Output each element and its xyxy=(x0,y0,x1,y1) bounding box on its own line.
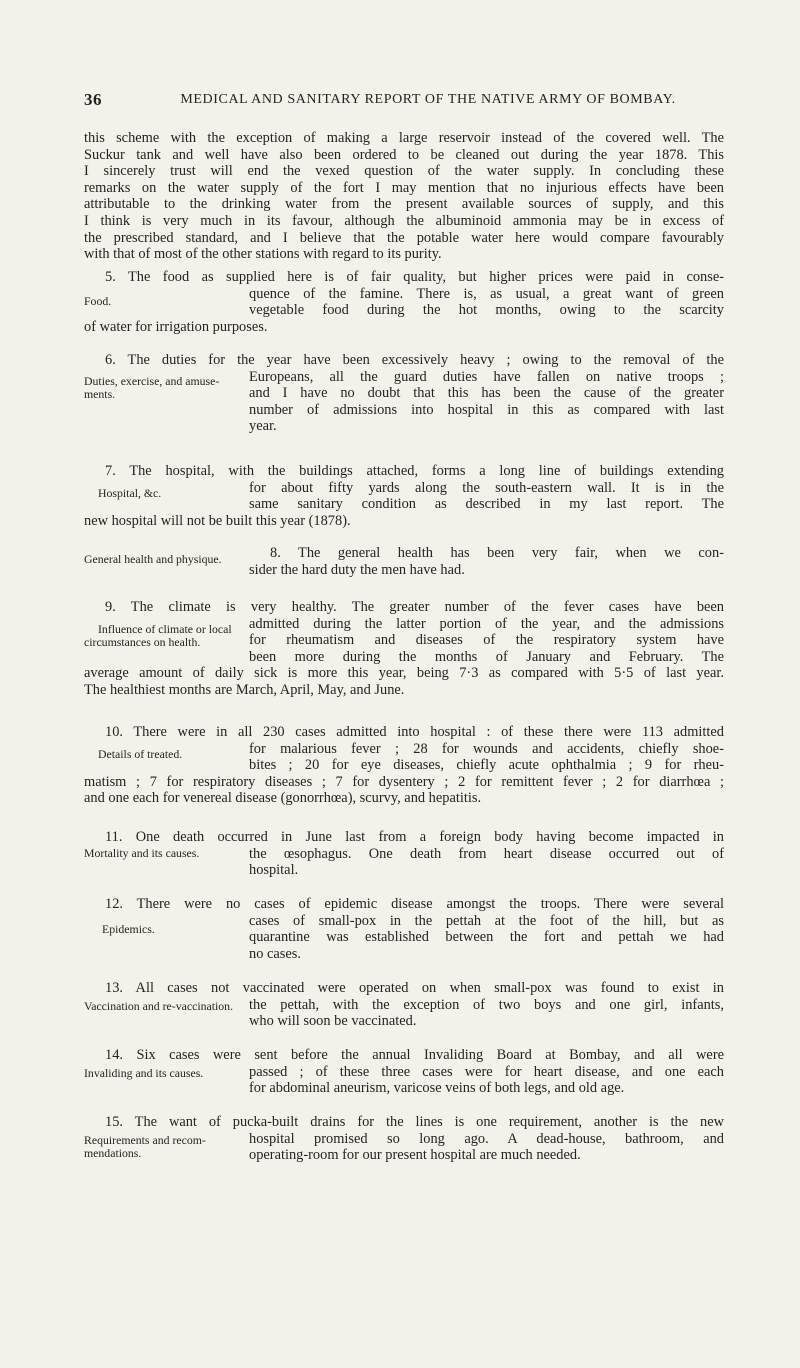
text-line: 9. The climate is very healthy. The greater number of the fever cases have been xyxy=(105,599,724,615)
page-number: 36 xyxy=(84,90,102,109)
margin-note xyxy=(84,1134,242,1160)
margin-line: Invaliding and its causes. xyxy=(84,1066,204,1080)
text-line: quence of the famine. There is, as usual, a great want of green xyxy=(249,285,724,302)
paragraph-mortality xyxy=(84,829,724,879)
margin-line: Epidemics. xyxy=(102,922,155,936)
text-line: passed ; of these three cases were for heart disease, and one each xyxy=(249,1063,724,1080)
text-line: vegetable food during the hot months, owing to the scarcity xyxy=(249,302,724,319)
margin-line: mendations. xyxy=(84,1146,142,1160)
text-line: for about fifty yards along the south-eastern wall. It is in the xyxy=(249,479,724,496)
text-line: 15. The want of pucka-built drains for the lines is one requirement, another is the new xyxy=(105,1114,724,1130)
text-line: 5. The food as supplied here is of fair quality, but higher prices were paid in conse- xyxy=(105,269,724,285)
paragraph-vaccination xyxy=(84,980,724,1030)
text-line: for malarious fever ; 28 for wounds and accidents, chiefly shoe- xyxy=(249,740,724,757)
margin-note xyxy=(84,295,242,308)
margin-line: General health and physique. xyxy=(84,552,222,566)
text-line: 14. Six cases were sent before the annual Invaliding Board at Bombay, and all were xyxy=(105,1047,724,1063)
margin-note xyxy=(84,1067,242,1080)
text-line: Suckur tank and well have also been ordered to be cleaned out during the year 1878. This xyxy=(84,146,724,163)
text-line: for abdominal aneurism, varicose veins of both legs, and old age. xyxy=(249,1080,625,1097)
text-line: hospital. xyxy=(249,862,299,879)
margin-note xyxy=(84,553,242,566)
text-line: the pettah, with the exception of two boys and one girl, infants, xyxy=(249,996,724,1013)
text-line: admitted during the latter portion of the year, and the admissions xyxy=(249,615,724,632)
text-line: 6. The duties for the year have been excessively heavy ; owing to the removal of the xyxy=(105,352,724,368)
text-line: new hospital will not be built this year (1878). xyxy=(84,512,351,529)
text-line: this scheme with the exception of making a large reservoir instead of the covered well. The xyxy=(84,130,724,146)
running-title: MEDICAL AND SANITARY REPORT OF THE NATIVE ARMY OF BOMBAY. xyxy=(180,92,676,107)
text-line: I think is very much in its favour, although the albuminoid ammonia may be in excess of xyxy=(84,212,724,229)
text-line: remarks on the water supply of the fort I may mention that no injurious effects have been xyxy=(84,179,724,196)
paragraph-hospital xyxy=(84,463,724,529)
text-line: bites ; 20 for eye diseases, chiefly acute ophthalmia ; 9 for rheu- xyxy=(249,757,724,774)
text-line: same sanitary condition as described in my last report. The xyxy=(249,496,724,513)
text-line: who will soon be vaccinated. xyxy=(249,1013,417,1030)
margin-note xyxy=(84,748,242,761)
margin-line: circumstances on health. xyxy=(84,635,201,649)
text-line: been more during the months of January and February. The xyxy=(249,648,724,665)
paragraph-requirements xyxy=(84,1114,724,1164)
margin-line: Food. xyxy=(84,294,112,308)
paragraph-epidemics xyxy=(84,896,724,962)
text-line: 7. The hospital, with the buildings attached, forms a long line of buildings extending xyxy=(105,463,724,479)
margin-line: Requirements and recom- xyxy=(84,1133,206,1147)
text-line: attributable to the drinking water from the present available sources of supply, and this xyxy=(84,196,724,213)
page-header xyxy=(84,90,724,114)
text-line: matism ; 7 for respiratory diseases ; 7 for dysentery ; 2 for remittent fever ; 2 for diarrhœa ; xyxy=(84,773,724,790)
text-line: 8. The general health has been very fair, when we con- xyxy=(270,545,724,561)
text-line: 13. All cases not vaccinated were operated on when small-pox was found to exist in xyxy=(105,980,724,996)
text-line: cases of small-pox in the pettah at the foot of the hill, but as xyxy=(249,912,724,929)
text-line: the œsophagus. One death from heart disease occurred out of xyxy=(249,845,724,862)
margin-line: Vaccination and re-vaccination. xyxy=(84,999,234,1013)
text-line: no cases. xyxy=(249,945,301,962)
text-line: year. xyxy=(249,418,277,435)
paragraph-climate xyxy=(84,599,724,699)
text-line: Europeans, all the guard duties have fallen on native troops ; xyxy=(249,368,724,385)
margin-line: Details of treated. xyxy=(98,747,183,761)
text-line: for rheumatism and diseases of the respiratory system have xyxy=(249,632,724,649)
intro-paragraph xyxy=(84,130,724,263)
text-line: The healthiest months are March, April, May, and June. xyxy=(84,681,405,698)
text-line: the prescribed standard, and I believe that the potable water here would compare favourably xyxy=(84,229,724,246)
margin-note xyxy=(84,375,242,401)
paragraph-details-of-treated xyxy=(84,724,724,807)
text-line: hospital promised so long ago. A dead-house, bathroom, and xyxy=(249,1130,724,1147)
text-line: number of admissions into hospital in this as compared with last xyxy=(249,401,724,418)
margin-line: ments. xyxy=(84,387,116,401)
text-line: average amount of daily sick is more this year, being 7·3 as compared with 5·5 of last year. xyxy=(84,665,724,682)
text-line: and I have no doubt that this has been the cause of the greater xyxy=(249,385,724,402)
margin-note xyxy=(84,1000,242,1013)
margin-line: Influence of climate or local xyxy=(98,622,232,636)
text-line: 11. One death occurred in June last from a foreign body having become impacted in xyxy=(105,829,724,845)
text-line: sider the hard duty the men have had. xyxy=(249,561,465,578)
paragraph-food xyxy=(84,269,724,335)
margin-note xyxy=(84,847,242,860)
margin-line: Mortality and its causes. xyxy=(84,846,200,860)
margin-line: Duties, exercise, and amuse- xyxy=(84,374,220,388)
text-line: with that of most of the other stations with regard to its purity. xyxy=(84,246,442,263)
paragraph-general-health xyxy=(84,545,724,578)
text-line: 10. There were in all 230 cases admitted into hospital : of these there were 113 admitted xyxy=(105,724,724,740)
margin-note xyxy=(84,487,242,500)
margin-note xyxy=(84,623,242,649)
text-line: 12. There were no cases of epidemic disease amongst the troops. There were several xyxy=(105,896,724,912)
margin-line: Hospital, &c. xyxy=(98,486,162,500)
text-line: operating-room for our present hospital are much needed. xyxy=(249,1147,581,1164)
paragraph-duties xyxy=(84,352,724,435)
text-line: quarantine was established between the fort and pettah we had xyxy=(249,929,724,946)
text-line: I sincerely trust will end the vexed question of the water supply. In concluding these xyxy=(84,163,724,180)
margin-note xyxy=(84,923,242,936)
text-line: of water for irrigation purposes. xyxy=(84,318,268,335)
text-line: and one each for venereal disease (gonorrhœa), scurvy, and hepatitis. xyxy=(84,790,482,807)
paragraph-invaliding xyxy=(84,1047,724,1097)
